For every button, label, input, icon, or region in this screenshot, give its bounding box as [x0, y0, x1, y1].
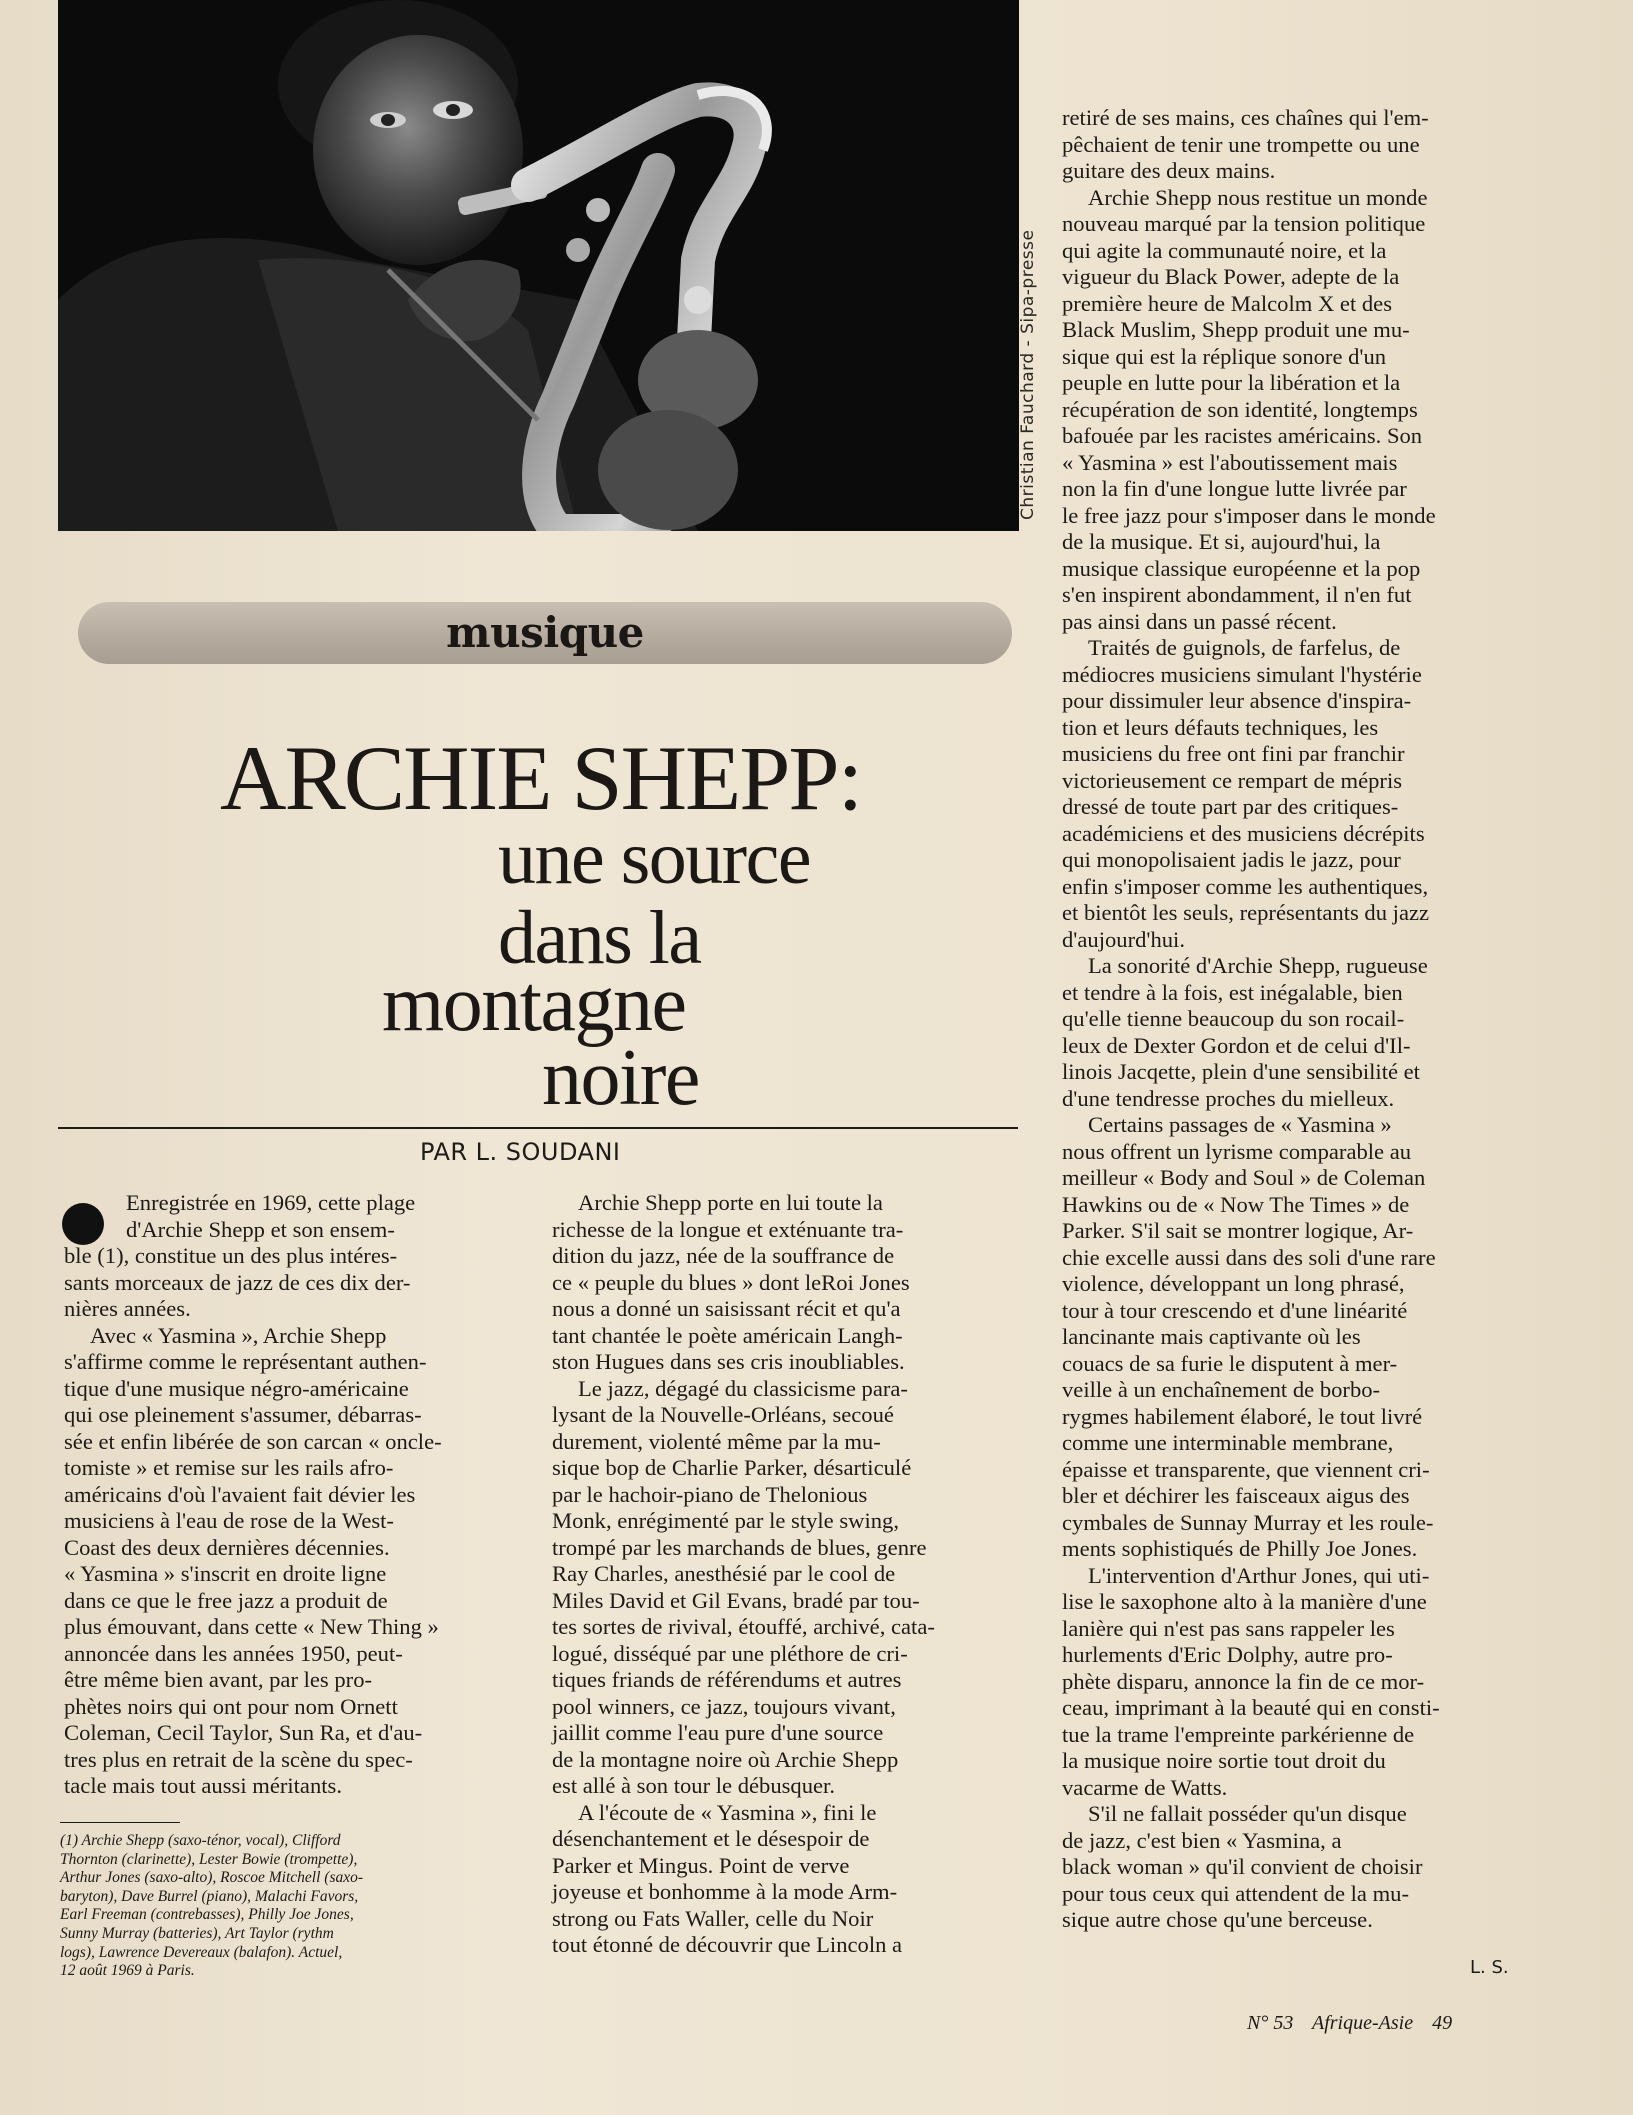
- photo-credit: Christian Fauchard - Sipa-presse: [1018, 229, 1038, 520]
- text-line: ble (1), constitue un des plus intéres-: [64, 1243, 398, 1268]
- text-line: annoncée dans les années 1950, peut-: [64, 1640, 403, 1666]
- text-line: musiciens du free ont fini par franchir: [1062, 741, 1405, 766]
- text-line: sants morceaux de jazz de ces dix der-: [64, 1269, 411, 1295]
- text-line: « Yasmina » s'inscrit en droite ligne: [64, 1561, 387, 1586]
- paragraph-sonorite: [1062, 953, 1524, 1112]
- text-line: désenchantement et le désespoir de: [552, 1826, 870, 1851]
- text-line: strong ou Fats Waller, celle du Noir: [552, 1905, 874, 1931]
- text-line: et bientôt les seuls, représentants du jazz: [1062, 900, 1430, 925]
- text-line: vigueur du Black Power, adepte de la: [1062, 264, 1400, 289]
- text-line: musique classique européenne et la pop: [1062, 555, 1421, 581]
- text-line: sique autre chose qu'une berceuse.: [1062, 1907, 1373, 1932]
- text-line: bafouée par les racistes américains. Son: [1062, 423, 1423, 448]
- paragraph-intro: [64, 1190, 524, 1323]
- text-line: tique d'une musique négro-américaine: [64, 1375, 409, 1401]
- text-line: première heure de Malcolm X et des: [1062, 290, 1392, 316]
- text-line: Le jazz, dégagé du classicisme para-: [578, 1375, 908, 1401]
- text-line: hurlements d'Eric Dolphy, autre pro-: [1062, 1642, 1393, 1667]
- text-line: Parker. S'il sait se montrer logique, Ar-: [1062, 1218, 1414, 1243]
- text-line: richesse de la longue et exténuante tra-: [552, 1216, 904, 1242]
- column-2: [552, 1190, 1022, 1959]
- paragraph-tradition: [552, 1190, 1022, 1376]
- text-line: tout étonné de découvrir que Lincoln a: [552, 1932, 903, 1957]
- text-line: Coleman, Cecil Taylor, Sun Ra, et d'au-: [64, 1720, 423, 1745]
- text-line: qui ose pleinement s'assumer, débarras-: [64, 1402, 422, 1427]
- paragraph-nouveau-monde: [1062, 185, 1524, 636]
- footnote-line: Thornton (clarinette), Lester Bowie (trompette),: [60, 1850, 358, 1868]
- text-line: guitare des deux mains.: [1062, 158, 1276, 183]
- section-banner: [78, 602, 1012, 664]
- title-sub-line-2: dans la: [498, 896, 701, 980]
- text-line: jaillit comme l'eau pure d'une source: [552, 1720, 884, 1745]
- text-line: pour dissimuler leur absence d'inspira-: [1062, 688, 1412, 713]
- footnote-line: baryton), Dave Burrel (piano), Malachi Favors,: [60, 1887, 359, 1905]
- text-line: trompé par les marchands de blues, genre: [552, 1534, 927, 1560]
- text-line: Monk, enrégimenté par le style swing,: [552, 1508, 899, 1533]
- text-line: Archie Shepp porte en lui toute la: [578, 1190, 883, 1215]
- text-line: tion et leurs défauts techniques, les: [1062, 714, 1379, 740]
- text-line: être même bien avant, par les pro-: [64, 1667, 373, 1692]
- text-line: meilleur « Body and Soul » de Coleman: [1062, 1165, 1426, 1190]
- footnote-line: Arthur Jones (saxo-alto), Roscoe Mitchell (saxo-: [60, 1869, 364, 1887]
- text-line: tue la trame l'empreinte parkérienne de: [1062, 1721, 1415, 1747]
- text-line: pas ainsi dans un passé récent.: [1062, 608, 1337, 634]
- page-number: 49: [1432, 2012, 1453, 2034]
- text-line: américains d'où l'avaient fait dévier les: [64, 1481, 416, 1507]
- text-line: nouveau marqué par la tension politique: [1062, 211, 1426, 236]
- text-line: phètes noirs qui ont pour nom Ornett: [64, 1693, 398, 1719]
- saxophonist-photo: [58, 0, 1019, 531]
- paragraph-free-jazz: [1062, 635, 1524, 953]
- text-line: ments sophistiqués de Philly Joe Jones.: [1062, 1536, 1418, 1561]
- paragraph-ecoute: [552, 1800, 1022, 1959]
- text-line: sique qui est la réplique sonore d'un: [1062, 343, 1387, 369]
- text-line: tiques friands de référendums et autres: [552, 1667, 902, 1692]
- text-line: enfin s'imposer comme les authentiques,: [1062, 873, 1429, 899]
- text-line: S'il ne fallait posséder qu'un disque: [1088, 1801, 1407, 1826]
- footnote-line: (1) Archie Shepp (saxo-ténor, vocal), Clifford: [60, 1832, 341, 1849]
- text-line: lanière qui n'est pas sans rappeler les: [1062, 1615, 1395, 1641]
- text-line: qu'elle tienne beaucoup du son rocail-: [1062, 1006, 1405, 1031]
- text-line: ceau, imprimant à la beauté qui en consti-: [1062, 1695, 1440, 1720]
- text-line: Avec « Yasmina », Archie Shepp: [90, 1322, 387, 1348]
- author-initials: L. S.: [1470, 1957, 1509, 1978]
- text-line: d'Archie Shepp et son ensem-: [126, 1216, 395, 1242]
- paragraph-continuation: [1062, 105, 1524, 185]
- section-label: musique: [446, 608, 644, 657]
- text-line: veille à un enchaînement de borbo-: [1062, 1377, 1381, 1402]
- footnote-line: Earl Freeman (contrebasses), Philly Joe Jones,: [60, 1906, 354, 1924]
- title-sub-line-1: une source: [498, 816, 811, 900]
- text-line: non la fin d'une longue lutte livrée par: [1062, 476, 1407, 501]
- text-line: A l'écoute de « Yasmina », fini le: [578, 1799, 877, 1825]
- magazine-name: Afrique-Asie: [1311, 2012, 1414, 2034]
- text-line: rygmes habilement élaboré, le tout livré: [1062, 1403, 1423, 1429]
- text-line: plus émouvant, dans cette « New Thing »: [64, 1614, 439, 1639]
- text-line: L'intervention d'Arthur Jones, qui uti-: [1088, 1562, 1430, 1588]
- text-line: lise le saxophone alto à la manière d'une: [1062, 1589, 1427, 1614]
- text-line: ce « peuple du blues » dont leRoi Jones: [552, 1269, 910, 1295]
- paragraph-lyrisme: [1062, 1112, 1524, 1563]
- title-main: ARCHIE SHEPP:: [220, 727, 862, 829]
- text-line: vacarme de Watts.: [1062, 1774, 1228, 1800]
- text-line: qui agite la communauté noire, et la: [1062, 237, 1387, 263]
- text-line: Enregistrée en 1969, cette plage: [126, 1190, 416, 1215]
- text-line: lancinante mais captivante où les: [1062, 1324, 1361, 1349]
- paragraph-jazz-history: [552, 1376, 1022, 1800]
- title-rule: [58, 1127, 1018, 1129]
- text-line: et tendre à la fois, est inégalable, bien: [1062, 979, 1403, 1005]
- text-line: le free jazz pour s'imposer dans le monde: [1062, 502, 1436, 528]
- text-line: tacle mais tout aussi méritants.: [64, 1773, 342, 1798]
- text-line: linois Jacqette, plein d'une sensibilité et: [1062, 1059, 1420, 1084]
- text-line: Certains passages de « Yasmina »: [1088, 1112, 1392, 1137]
- text-line: pêchaient de tenir une trompette ou une: [1062, 131, 1420, 157]
- photo-illustration: [58, 0, 1019, 531]
- text-line: récupération de son identité, longtemps: [1062, 396, 1418, 422]
- text-line: tour à tour crescendo et d'une linéarité: [1062, 1297, 1408, 1323]
- text-line: de jazz, c'est bien « Yasmina, a: [1062, 1827, 1342, 1853]
- text-line: médiocres musiciens simulant l'hystérie: [1062, 661, 1422, 687]
- text-line: d'aujourd'hui.: [1062, 926, 1185, 952]
- text-line: sique bop de Charlie Parker, désarticulé: [552, 1455, 912, 1480]
- text-line: bler et déchirer les faisceaux aigus des: [1062, 1483, 1410, 1508]
- text-line: La sonorité d'Archie Shepp, rugueuse: [1088, 953, 1428, 978]
- text-line: black woman » qu'il convient de choisir: [1062, 1854, 1423, 1879]
- text-line: de la musique. Et si, aujourd'hui, la: [1062, 529, 1381, 554]
- text-line: ston Hugues dans ses cris inoubliables.: [552, 1349, 905, 1374]
- text-line: la musique noire sortie tout droit du: [1062, 1748, 1386, 1773]
- text-line: tant chantée le poète américain Langh-: [552, 1322, 903, 1348]
- text-line: nous a donné un saisissant récit et qu'a: [552, 1296, 901, 1321]
- paragraph-conclusion: [1062, 1801, 1524, 1934]
- text-line: s'en inspirent abondamment, il n'en fut: [1062, 582, 1412, 607]
- footnote: [60, 1832, 530, 1981]
- text-line: pour tous ceux qui attendent de la mu-: [1062, 1880, 1409, 1906]
- text-line: nous offrent un lyrisme comparable au: [1062, 1138, 1412, 1164]
- text-line: musiciens à l'eau de rose de la West-: [64, 1508, 394, 1533]
- text-line: Black Muslim, Shepp produit une mu-: [1062, 317, 1410, 342]
- text-line: retiré de ses mains, ces chaînes qui l'em-: [1062, 105, 1429, 130]
- issue-number: N° 53: [1247, 2012, 1294, 2034]
- text-line: peuple en lutte pour la libération et la: [1062, 370, 1401, 395]
- text-line: Hawkins ou de « Now The Times » de: [1062, 1191, 1410, 1217]
- text-line: tes sortes de rivival, étouffé, archivé, cata-: [552, 1614, 935, 1639]
- text-line: cymbales de Sunnay Murray et les roule-: [1062, 1509, 1434, 1535]
- text-line: sée et enfin libérée de son carcan « oncle-: [64, 1428, 442, 1454]
- text-line: durement, violenté même par la mu-: [552, 1428, 881, 1454]
- text-line: victorieusement ce rempart de mépris: [1062, 767, 1403, 793]
- footnote-line: logs), Lawrence Devereaux (balafon). Actuel,: [60, 1943, 343, 1961]
- text-line: d'une tendresse proches du mielleux.: [1062, 1085, 1395, 1111]
- text-line: s'affirme comme le représentant authen-: [64, 1349, 427, 1374]
- text-line: Ray Charles, anesthésié par le cool de: [552, 1561, 896, 1586]
- paragraph-arthur-jones: [1062, 1563, 1524, 1802]
- column-1: [64, 1190, 524, 1800]
- text-line: par le hachoir-piano de Thelonious: [552, 1481, 868, 1507]
- column-3: [1062, 105, 1524, 1934]
- text-line: violence, développant un long phrasé,: [1062, 1271, 1405, 1296]
- text-line: comme une interminable membrane,: [1062, 1430, 1394, 1455]
- text-line: Miles David et Gil Evans, bradé par tou-: [552, 1587, 920, 1613]
- byline: PAR L. SOUDANI: [420, 1138, 621, 1166]
- text-line: dans ce que le free jazz a produit de: [64, 1587, 388, 1613]
- text-line: tomiste » et remise sur les rails afro-: [64, 1455, 394, 1480]
- text-line: de la montagne noire où Archie Shepp: [552, 1746, 899, 1772]
- text-line: épaisse et transparente, que viennent cri-: [1062, 1456, 1430, 1482]
- footnote-line: 12 août 1969 à Paris.: [60, 1962, 195, 1980]
- text-line: Parker et Mingus. Point de verve: [552, 1852, 850, 1878]
- footnote-rule: [60, 1822, 180, 1823]
- text-line: leux de Dexter Gordon et de celui d'Il-: [1062, 1032, 1411, 1058]
- text-line: « Yasmina » est l'aboutissement mais: [1062, 449, 1398, 475]
- text-line: est allé à son tour le débusquer.: [552, 1773, 835, 1798]
- paragraph-yasmina: [64, 1323, 524, 1800]
- text-line: nières années.: [64, 1296, 191, 1321]
- text-line: joyeuse et bonhomme à la mode Arm-: [552, 1879, 898, 1904]
- text-line: logué, disséqué par une pléthore de cri-: [552, 1640, 908, 1666]
- text-line: Traités de guignols, de farfelus, de: [1088, 635, 1401, 660]
- text-line: dition du jazz, née de la souffrance de: [552, 1243, 895, 1268]
- text-line: tres plus en retrait de la scène du spec-: [64, 1746, 413, 1772]
- text-line: Coast des deux dernières décennies.: [64, 1534, 390, 1560]
- text-line: qui monopolisaient jadis le jazz, pour: [1062, 847, 1401, 872]
- title-sub-line-4: noire: [542, 1034, 699, 1122]
- page-footer: [1247, 2012, 1466, 2035]
- text-line: couacs de sa furie le disputent à mer-: [1062, 1350, 1398, 1376]
- text-line: chie excelle aussi dans des soli d'une rare: [1062, 1244, 1436, 1270]
- text-line: lysant de la Nouvelle-Orléans, secoué: [552, 1402, 894, 1427]
- text-line: pool winners, ce jazz, toujours vivant,: [552, 1693, 896, 1719]
- text-line: Archie Shepp nous restitue un monde: [1088, 184, 1428, 210]
- text-line: dressé de toute part par des critiques-: [1062, 794, 1399, 819]
- title-sub-line-3: montagne: [382, 960, 686, 1048]
- text-line: académiciens et des musiciens décrépits: [1062, 820, 1425, 846]
- text-line: phète disparu, annonce la fin de ce mor-: [1062, 1668, 1425, 1694]
- footnote-line: Sunny Murray (batteries), Art Taylor (rythm: [60, 1924, 334, 1942]
